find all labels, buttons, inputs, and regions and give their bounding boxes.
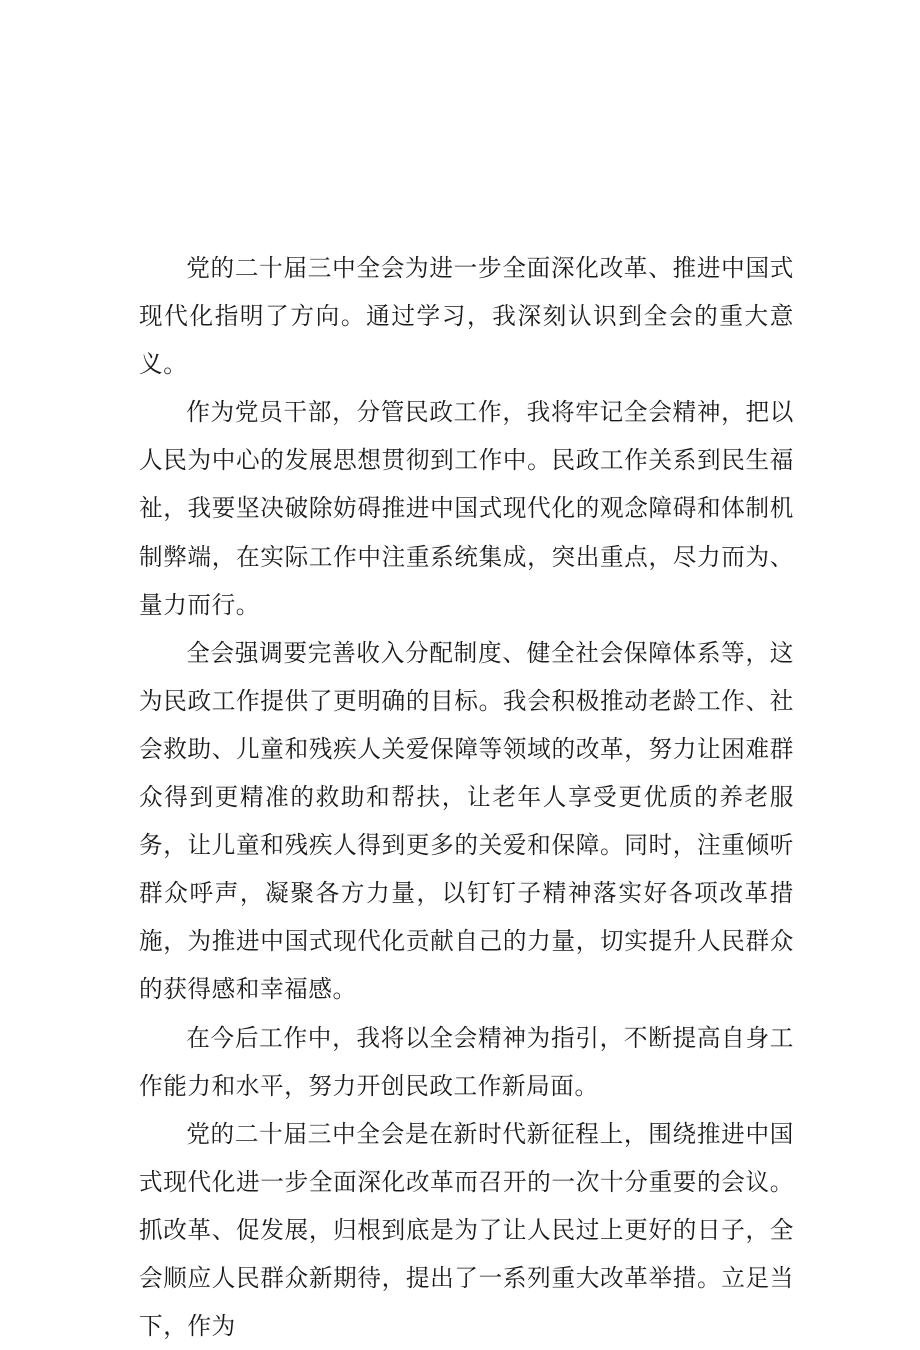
paragraph-1: 党的二十届三中全会为进一步全面深化改革、推进中国式现代化指明了方向。通过学习，我深刻认识到全会的重大意义。 [139,254,794,379]
paragraph-5: 党的二十届三中全会是在新时代新征程上，围绕推进中国式现代化进一步全面深化改革而召开的一次十分重要的会议。抓改革、促发展，归根到底是为了让人民过上更好的日子，全会顺应人民群众新期待，提出了一系列重大改革举措。立足当下，作为 [139,1119,794,1341]
document-body [139,244,794,1350]
paragraph-3: 全会强调要完善收入分配制度、健全社会保障体系等，这为民政工作提供了更明确的目标。我会积极推动老龄工作、社会救助、儿童和残疾人关爱保障等领域的改革，努力让困难群众得到更精准的救助和帮扶，让老年人享受更优质的养老服务，让儿童和残疾人得到更多的关爱和保障。同时，注重倾听群众呼声，凝聚各方力量，以钉钉子精神落实好各项改革措施，为推进中国式现代化贡献自己的力量，切实提升人民群众的获得感和幸福感。 [139,638,794,1004]
paragraph-4: 在今后工作中，我将以全会精神为指引，不断提高自身工作能力和水平，努力开创民政工作新局面。 [139,1023,794,1100]
paragraph-2: 作为党员干部，分管民政工作，我将牢记全会精神，把以人民为中心的发展思想贯彻到工作中。民政工作关系到民生福祉，我要坚决破除妨碍推进中国式现代化的观念障碍和体制机制弊端，在实际工作中注重系统集成，突出重点，尽力而为、量力而行。 [139,398,794,619]
